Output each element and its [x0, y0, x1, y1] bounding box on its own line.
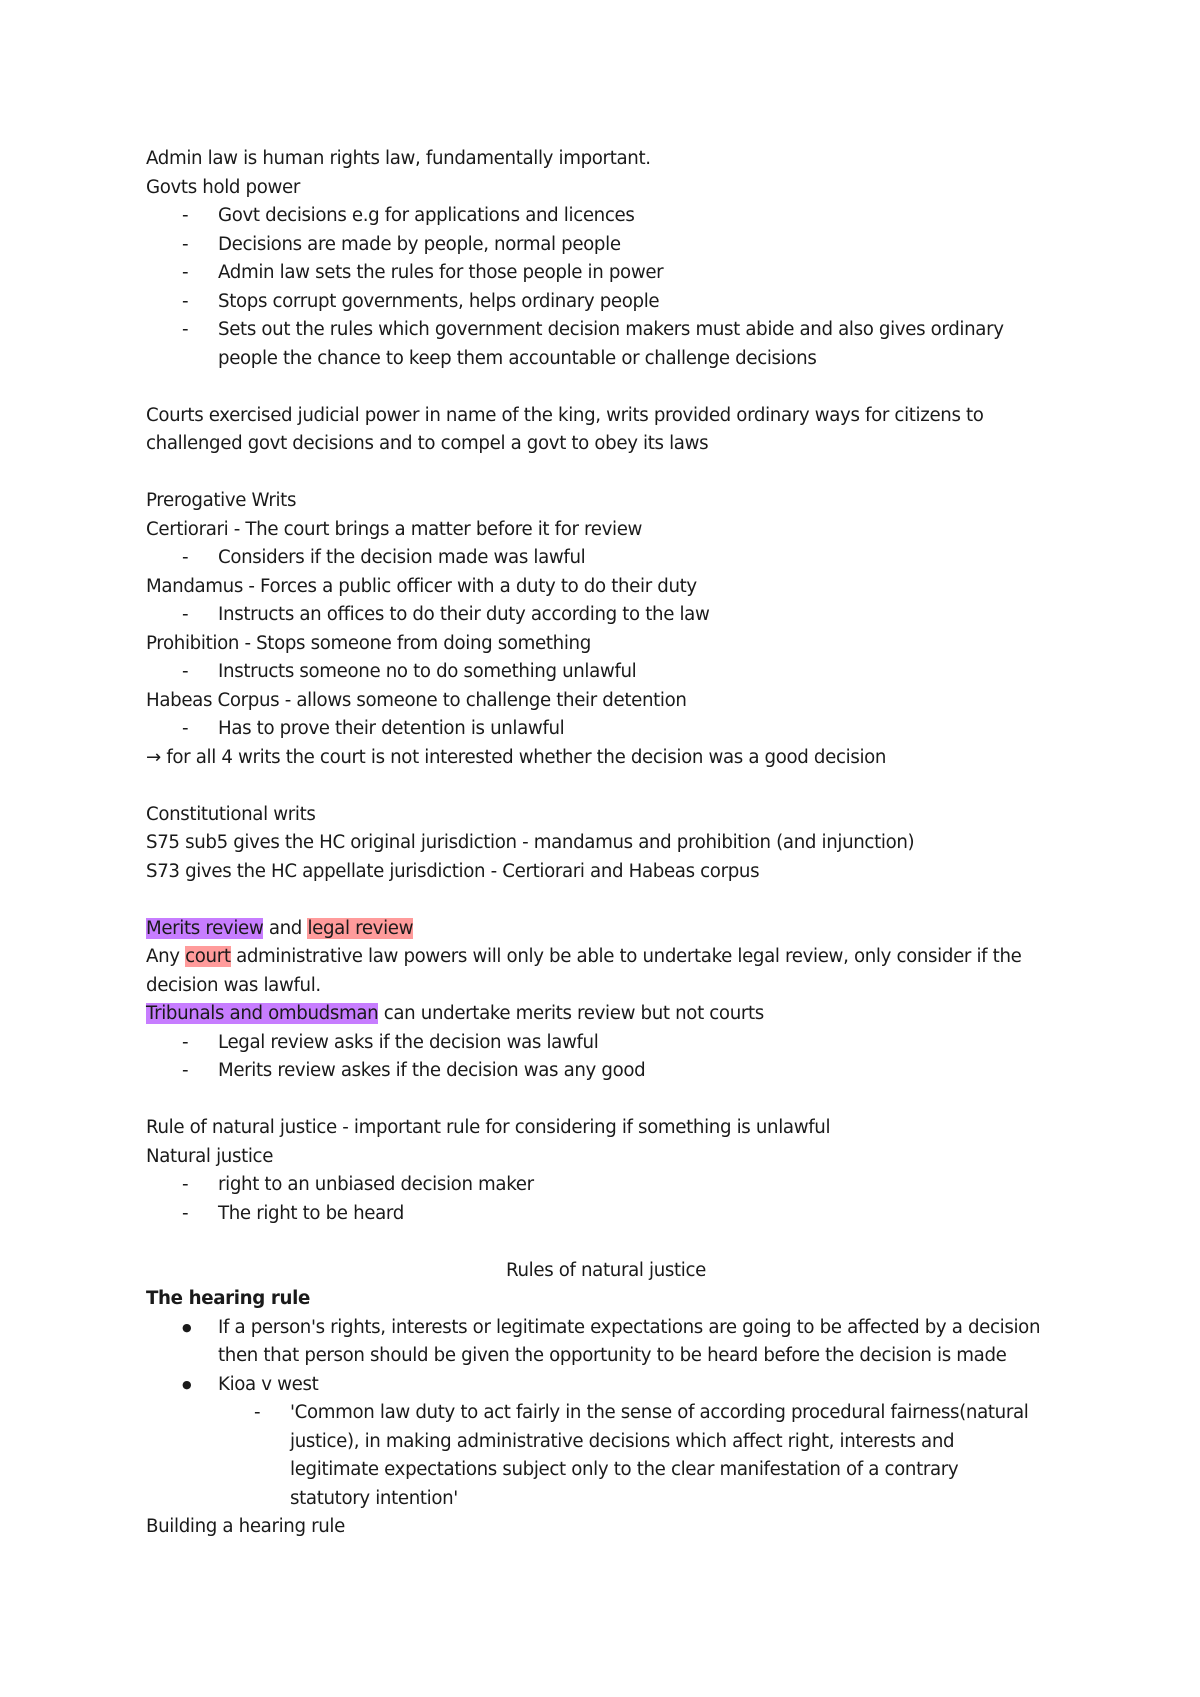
- decision-lawful-line: decision was lawful.: [146, 974, 321, 996]
- dash-item: - Merits review askes if the decision was any good: [146, 1057, 1066, 1086]
- bullet-item: ● Kioa v west: [146, 1371, 1066, 1400]
- merits-heading: [146, 915, 1066, 944]
- prohibition-line: Prohibition - Stops someone from doing something: [146, 632, 591, 654]
- document-body: [146, 145, 1066, 1542]
- court-powers-line: [146, 943, 1066, 972]
- courts-line-1: Courts exercised judicial power in name of the king, writs provided ordinary ways for citizens to: [146, 404, 984, 426]
- spacer: [146, 373, 1066, 402]
- bullet-item-continuation: then that person should be given the opportunity to be heard before the decision is made: [218, 1345, 1007, 1366]
- writs-note: → for all 4 writs the court is not interested whether the decision was a good decision: [146, 746, 887, 768]
- dash-item: - Stops corrupt governments, helps ordinary people: [146, 288, 1066, 317]
- hearing-rule-heading: The hearing rule: [146, 1288, 310, 1309]
- quote-continuation: legitimate expectations subject only to the clear manifestation of a contrary: [290, 1459, 959, 1480]
- dash-item: - Has to prove their detention is unlawful: [146, 715, 1066, 744]
- quote-continuation: statutory intention': [290, 1487, 458, 1509]
- dash-item: - Govt decisions e.g for applications and licences: [146, 202, 1066, 231]
- courts-line-2: challenged govt decisions and to compel a govt to obey its laws: [146, 433, 709, 454]
- quote-continuation: justice), in making administrative decisions which affect right, interests and: [290, 1430, 955, 1452]
- dash-item-continuation: people the chance to keep them accountable or challenge decisions: [218, 347, 817, 369]
- highlight-legal-review: legal review: [307, 917, 414, 939]
- dash-item: - Instructs an offices to do their duty according to the law: [146, 601, 1066, 630]
- spacer: [146, 772, 1066, 801]
- constitutional-heading: Constitutional writs: [146, 803, 316, 825]
- natural-justice-heading: Natural justice: [146, 1145, 274, 1167]
- certiorari-line: Certiorari - The court brings a matter before it for review: [146, 518, 643, 540]
- highlight-court: court: [185, 946, 231, 967]
- mandamus-line: Mandamus - Forces a public officer with a duty to do their duty: [146, 575, 697, 597]
- dash-item: - right to an unbiased decision maker: [146, 1171, 1066, 1200]
- dash-item: - The right to be heard: [146, 1200, 1066, 1229]
- highlight-merits-review: Merits review: [146, 917, 264, 939]
- dash-item: - Admin law sets the rules for those people in power: [146, 259, 1066, 288]
- prerogative-heading: Prerogative Writs: [146, 490, 297, 511]
- habeas-line: Habeas Corpus - allows someone to challenge their detention: [146, 689, 687, 711]
- spacer: [146, 886, 1066, 915]
- dash-item: - Sets out the rules which government decision makers must abide and also gives ordinary: [146, 316, 1066, 345]
- bullet-item: ● If a person's rights, interests or legitimate expectations are going to be affected by a decision: [146, 1314, 1066, 1343]
- natural-justice-rule-line: Rule of natural justice - important rule for considering if something is unlawful: [146, 1117, 831, 1138]
- intro-line-1: Admin law is human rights law, fundamentally important.: [146, 148, 651, 169]
- dash-item: - Decisions are made by people, normal people: [146, 231, 1066, 260]
- dash-item: - Instructs someone no to do something unlawful: [146, 658, 1066, 687]
- s73-line: S73 gives the HC appellate jurisdiction - Certiorari and Habeas corpus: [146, 860, 760, 882]
- highlight-tribunals: Tribunals and ombudsman: [146, 1003, 379, 1024]
- spacer: [146, 1086, 1066, 1115]
- intro-line-2: Govts hold power: [146, 176, 301, 198]
- dash-item: - Legal review asks if the decision was lawful: [146, 1029, 1066, 1058]
- any-text: Any: [146, 946, 186, 967]
- court-powers-rest: administrative law powers will only be able to undertake legal review, only consider if the: [230, 946, 1022, 967]
- tribunals-line: [146, 1000, 1066, 1029]
- section-title: Rules of natural justice: [506, 1259, 706, 1281]
- and-text: and: [263, 917, 308, 939]
- spacer: [146, 459, 1066, 488]
- tribunals-rest: can undertake merits review but not courts: [378, 1003, 764, 1024]
- s75-line: S75 sub5 gives the HC original jurisdiction - mandamus and prohibition (and injunction): [146, 832, 915, 853]
- quote-item: - 'Common law duty to act fairly in the sense of according procedural fairness(natural: [146, 1399, 1066, 1428]
- dash-item: - Considers if the decision made was lawful: [146, 544, 1066, 573]
- spacer: [146, 1228, 1066, 1257]
- building-hearing-rule-line: Building a hearing rule: [146, 1516, 345, 1537]
